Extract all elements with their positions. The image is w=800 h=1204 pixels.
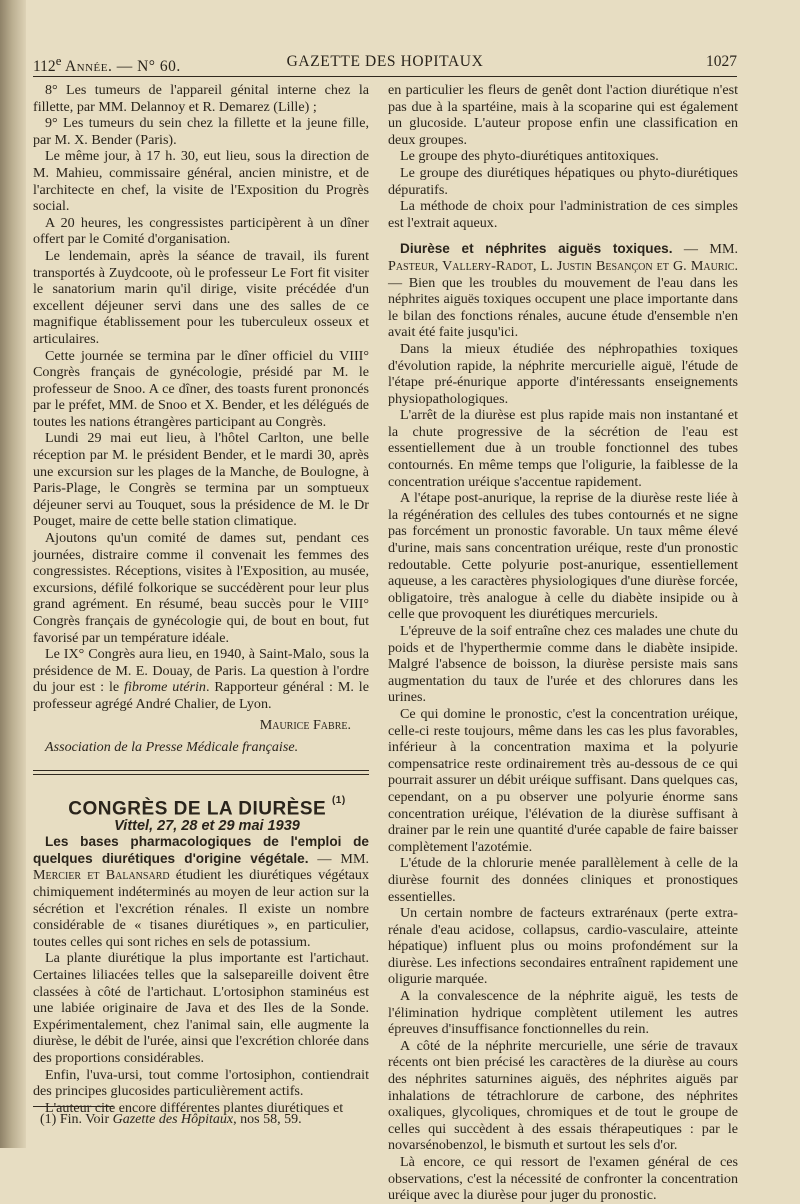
paragraph: Le IX° Congrès aura lieu, en 1940, à Saint-Malo, sous la présidence de M. E. Douay, de Paris. La question à l'ordre du jour est : le fibrome utérin. Rapporteur général : M. le professeur agrégé André Chalier, de Lyon. <box>33 646 369 712</box>
paragraph: Dans la mieux étudiée des néphropathies toxiques d'évolution rapide, la néphrite mercurielle aiguë, l'étude de l'étape pré-énurique apporte d'intéressants enseignements physiopathologiques. <box>388 340 738 407</box>
paragraph: en particulier les fleurs de genêt dont l'action diurétique n'est pas due à la spartéine, mais à la scoparine qui est également un glucoside. L'auteur propose enfin une classification en deux groupes. <box>388 82 738 148</box>
section-subtitle: Vittel, 27, 28 et 29 mai 1939 <box>114 817 300 834</box>
paragraph: Enfin, l'uva-ursi, tout comme l'ortosiphon, contiendrait des principes glucosides particulièrement actifs. <box>33 1066 369 1100</box>
right-column <box>388 82 738 1204</box>
paragraph: Les bases pharmacologiques de l'emploi de quelques diurétiques d'origine végétale. — MM. Mercier et Balansard étudient les diurétiques végétaux chimiquement indéterminés au moyen de leur action sur la sécrétion et l'excrétion rénales. Il existe un nombre considérable de « tisanes diurétiques », en particulier, toutes celles qui sont riches en sels de potassium. <box>33 834 369 950</box>
paragraph: L'arrêt de la diurèse est plus rapide mais non instantané et la chute progressive de la sécrétion de l'eau est essentiellement due à un trouble fonctionnel des tubes contournés. En même temps que l'oligurie, la faiblesse de la concentration uréique s'accentue rapidement. <box>388 407 738 490</box>
paragraph: Cette journée se termina par le dîner officiel du VIII° Congrès français de gynécologie, présidé par M. le professeur de Snoo. A ce dîner, des toasts furent prononcés par le préfet, MM. de Snoo et X. Bender, et les délégués de toutes les nations étrangères participant au Congrès. <box>33 347 369 430</box>
paragraph: Le groupe des phyto-diurétiques antitoxiques. <box>400 148 659 165</box>
association-name: Association de la Presse Médicale française. <box>45 739 299 756</box>
running-header <box>33 53 737 75</box>
paragraph: Le lendemain, après la séance de travail, ils furent transportés à Zuydcoote, où le professeur Le Fort fit visiter le sanatorium marin qu'il dirige, visite précédée d'un excellent déjeuner servi dans une des salles de ce magnifique établissement pour les tuberculeux osseux et articulaires. <box>33 247 369 347</box>
header-rule <box>33 76 737 77</box>
paragraph: A 20 heures, les congressistes participèrent à un dîner offert par le Comité d'organisation. <box>33 214 369 248</box>
paragraph: Ajoutons qu'un comité de dames sut, pendant ces journées, distraire comme il convenait les femmes des congressistes. Réceptions, visites à l'Exposition, au musée, excursions, défilé folkorique se succédèrent pour leur plus grand agrément. En résumé, beau succès pour le VIII° Congrès français de gynécologie qui, de bout en bout, fut favorisé par un température idéale. <box>33 530 369 646</box>
footnote-rule <box>33 1106 113 1107</box>
section-title: CONGRÈS DE LA DIURÈSE $^{(1)}$ <box>68 794 346 820</box>
paragraph: Un certain nombre de facteurs extrarénaux (perte extra-rénale d'eau acidose, collapsus, cardio-vasculaire, atteinte hépatique) influent plus ou moins profondément sur la diurèse. Les infections secondaires entraînent rapidement une oligurie marquée. <box>388 905 738 988</box>
paragraph: A la convalescence de la néphrite aiguë, les tests de l'élimination hydrique complètent utilement les autres épreuves d'insuffisance fonctionnelles du rein. <box>388 988 738 1038</box>
paragraph: Le groupe des diurétiques hépatiques ou phyto-diurétiques dépuratifs. <box>388 164 738 198</box>
paragraph: Ce qui domine le pronostic, c'est la concentration uréique, celle-ci reste toujours, même dans les cas les plus favorables, inférieur à la concentration maxima et la polyurie compensatrice reste ordinairement très au-dessous de ce qui pourrait assurer un débit uréique suffisant. Dans quelques cas, cependant, on a pu observer une polyurie énorme sans concentration uréique, l'élévation de la diurèse suffisant à drainer par le rein une quantité d'urée capable de faire baisser complètement l'azotémie. <box>388 705 738 855</box>
paragraph: Le même jour, à 17 h. 30, eut lieu, sous la direction de M. Mahieu, commissaire général, ancien ministre, et de l'architecte en chef, la visite de l'Exposition du Progrès social. <box>33 148 369 215</box>
paragraph: 9° Les tumeurs du sein chez la fillette et la jeune fille, par M. X. Bender (Paris). <box>33 115 369 148</box>
issue-label: 112e Année. — N° 60. <box>33 53 181 76</box>
paragraph: A côté de la néphrite mercurielle, une série de travaux récents ont bien précisé les caractères de la diurèse au cours des néphrites saturnines aiguës, des néphrites aiguës par inhalations de tétrachlorure de carbone, des néphrites oxaliques, glycoliques, chromiques et de tout le groupe de celles qui succèdent à des essais thérapeutiques : par le novarsénobenzol, le bismuth et surtout les sels d'or. <box>388 1037 738 1154</box>
paragraph: Lundi 29 mai eut lieu, à l'hôtel Carlton, une belle réception par M. le président Bender, et le mardi 30, après une excursion sur les plages de la Manche, de Boulogne, à Paris-Plage, le Congrès se termina par un somptueux déjeuner servi au Touquet, sous la présidence de M. le Dr Pouget, maire de cette belle station climatique. <box>33 430 369 530</box>
section-divider <box>33 770 369 775</box>
paragraph: La méthode de choix pour l'administration de ces simples est l'extrait aqueux. <box>388 198 738 231</box>
paragraph: A l'étape post-anurique, la reprise de la diurèse reste liée à la régénération des cellules des tubes contournés et ne signe pas forcément un pronostic favorable. Un taux même élevé d'urine, mais sans concentration uréique, reste d'un pronostic redoutable. Cette polyurie post-anurique, essentiellement aqueuse, a les caractères physiologiques d'une diurèse forcée, obligatoire, très analogue à celle du diabète insipide ou à celle que provoquent les diurétiques mercuriels. <box>388 490 738 623</box>
footnote: (1) Fin. Voir Gazette des Hôpitaux, nos 58, 59. <box>40 1112 302 1127</box>
paragraph: L'épreuve de la soif entraîne chez ces malades une chute du poids et de l'hyperthermie comme dans le diabète insipide. Malgré l'absence de boisson, la diurèse persiste mais sans augmentation du taux de l'urée et des chlorures dans les urines. <box>388 623 738 706</box>
paragraph: L'étude de la chlorurie menée parallèlement à celle de la diurèse fournit des données cliniques et pronostiques essentielles. <box>388 855 738 905</box>
paragraph: Diurèse et néphrites aiguës toxiques. — MM. Pasteur, Vallery-Radot, L. Justin Besançon et G. Mauric. — Bien que les troubles du mouvement de l'eau dans les néphrites aiguës toxiques occupent une place importante dans le bilan des fonctions rénales, aucune étude d'ensemble n'en avait été faite jusqu'ici. <box>388 241 739 341</box>
page-binding-shadow <box>0 0 26 1148</box>
paragraph: Là encore, ce qui ressort de l'examen général de ces observations, c'est la nécessité de confronter la concentration uréique avec la diurèse pour juger du pronostic. <box>388 1154 738 1204</box>
paragraph: La plante diurétique la plus importante est l'artichaut. Certaines liliacées telles que la salsepareille doivent être classées à côté de l'artichaut. L'ortosiphon staminéus est une labiée originaire de Java et des Iles de la Sonde. Expérimentalement, chez l'animal sain, elle augmente la diurèse, le débit de l'urée, ainsi que l'excrétion chlorée dans des proportions considérables. <box>33 950 369 1066</box>
paragraph: L'auteur cite encore différentes plantes diurétiques et <box>45 1099 344 1116</box>
left-column <box>33 82 369 1116</box>
journal-title: GAZETTE DES HOPITAUX <box>286 53 484 70</box>
author-signature: Maurice Fabre. <box>259 716 351 733</box>
footnote-marker: (1) <box>331 794 346 806</box>
page-number: 1027 <box>706 53 737 70</box>
paragraph: 8° Les tumeurs de l'appareil génital interne chez la fillette, par MM. Delannoy et R. Demarez (Lille) ; <box>33 82 369 115</box>
